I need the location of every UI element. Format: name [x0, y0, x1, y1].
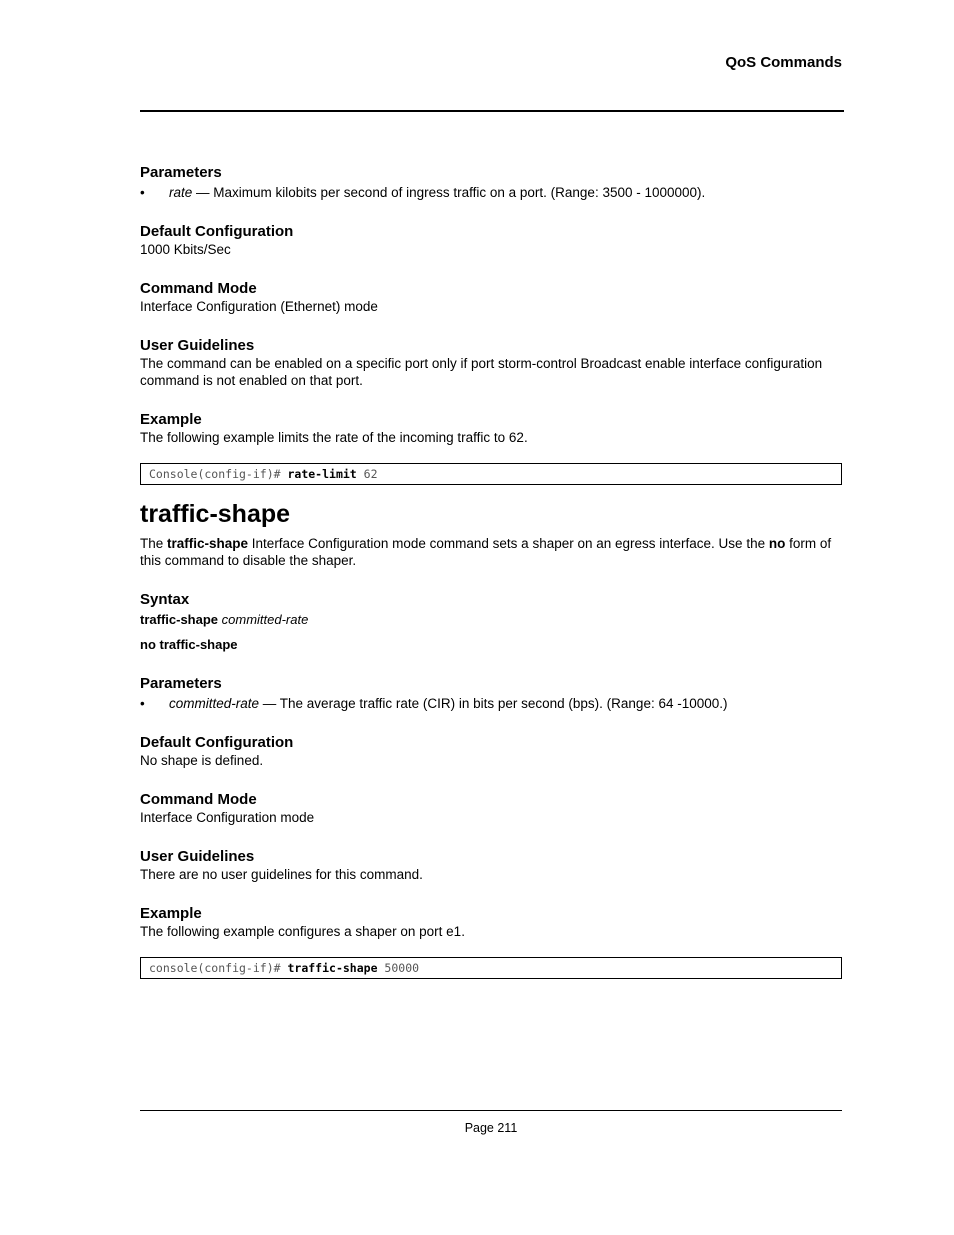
- command-mode-heading: Command Mode: [140, 791, 257, 808]
- command-title: traffic-shape: [140, 500, 291, 528]
- syntax-no-form: no traffic-shape: [140, 637, 238, 652]
- code-prompt: Console(config-if)#: [149, 467, 288, 481]
- syntax-line: [140, 611, 842, 628]
- user-guidelines-text: There are no user guidelines for this command.: [140, 867, 423, 882]
- code-example: [140, 463, 842, 485]
- example-text: The following example configures a shaper on port e1.: [140, 924, 465, 939]
- command-mode-text: Interface Configuration mode: [140, 810, 315, 825]
- parameter-name: rate: [169, 185, 193, 200]
- parameters-heading: Parameters: [140, 164, 222, 181]
- running-header: QoS Commands: [725, 54, 842, 71]
- bullet-icon: •: [140, 696, 145, 711]
- example-heading: Example: [140, 411, 202, 428]
- default-configuration-heading: Default Configuration: [140, 223, 294, 240]
- code-argument: 50000: [377, 961, 420, 975]
- default-configuration-text: No shape is defined.: [140, 753, 264, 768]
- code-argument: 62: [356, 467, 378, 481]
- command-intro: The traffic-shape Interface Configuration mode command sets a shaper on an egress interface. Use the no form of this command to disable the shaper.: [140, 536, 832, 568]
- code-prompt: console(config-if)#: [149, 961, 288, 975]
- footer-rule: [140, 1110, 842, 1111]
- syntax-command: traffic-shape: [140, 612, 219, 627]
- header-rule: [140, 110, 844, 112]
- command-mode-heading: Command Mode: [140, 280, 257, 297]
- bullet-icon: •: [140, 185, 145, 200]
- default-configuration-heading: Default Configuration: [140, 734, 294, 751]
- syntax-heading: Syntax: [140, 591, 190, 608]
- parameter-item: [140, 184, 842, 201]
- user-guidelines-heading: User Guidelines: [140, 848, 255, 865]
- parameters-heading: Parameters: [140, 675, 222, 692]
- code-example: [140, 957, 842, 979]
- page-number: Page 211: [464, 1121, 518, 1135]
- command-mode-text: Interface Configuration (Ethernet) mode: [140, 299, 378, 314]
- example-text: The following example limits the rate of the incoming traffic to 62.: [140, 430, 528, 445]
- parameter-desc: — The average traffic rate (CIR) in bits per second (bps). (Range: 64 -10000.): [259, 696, 728, 711]
- syntax-argument: committed-rate: [218, 612, 309, 627]
- user-guidelines-text: The command can be enabled on a specific port only if port storm-control Broadcast enable interface configuration command is not enabled on that port.: [140, 356, 823, 388]
- parameter-name: committed-rate: [169, 696, 260, 711]
- code-command: rate-limit: [287, 467, 357, 481]
- parameter-desc: — Maximum kilobits per second of ingress traffic on a port. (Range: 3500 - 1000000).: [192, 185, 706, 200]
- code-command: traffic-shape: [287, 961, 378, 975]
- page-content: [140, 164, 842, 979]
- parameter-item: [140, 695, 842, 712]
- example-heading: Example: [140, 905, 202, 922]
- user-guidelines-heading: User Guidelines: [140, 337, 255, 354]
- default-configuration-text: 1000 Kbits/Sec: [140, 242, 231, 257]
